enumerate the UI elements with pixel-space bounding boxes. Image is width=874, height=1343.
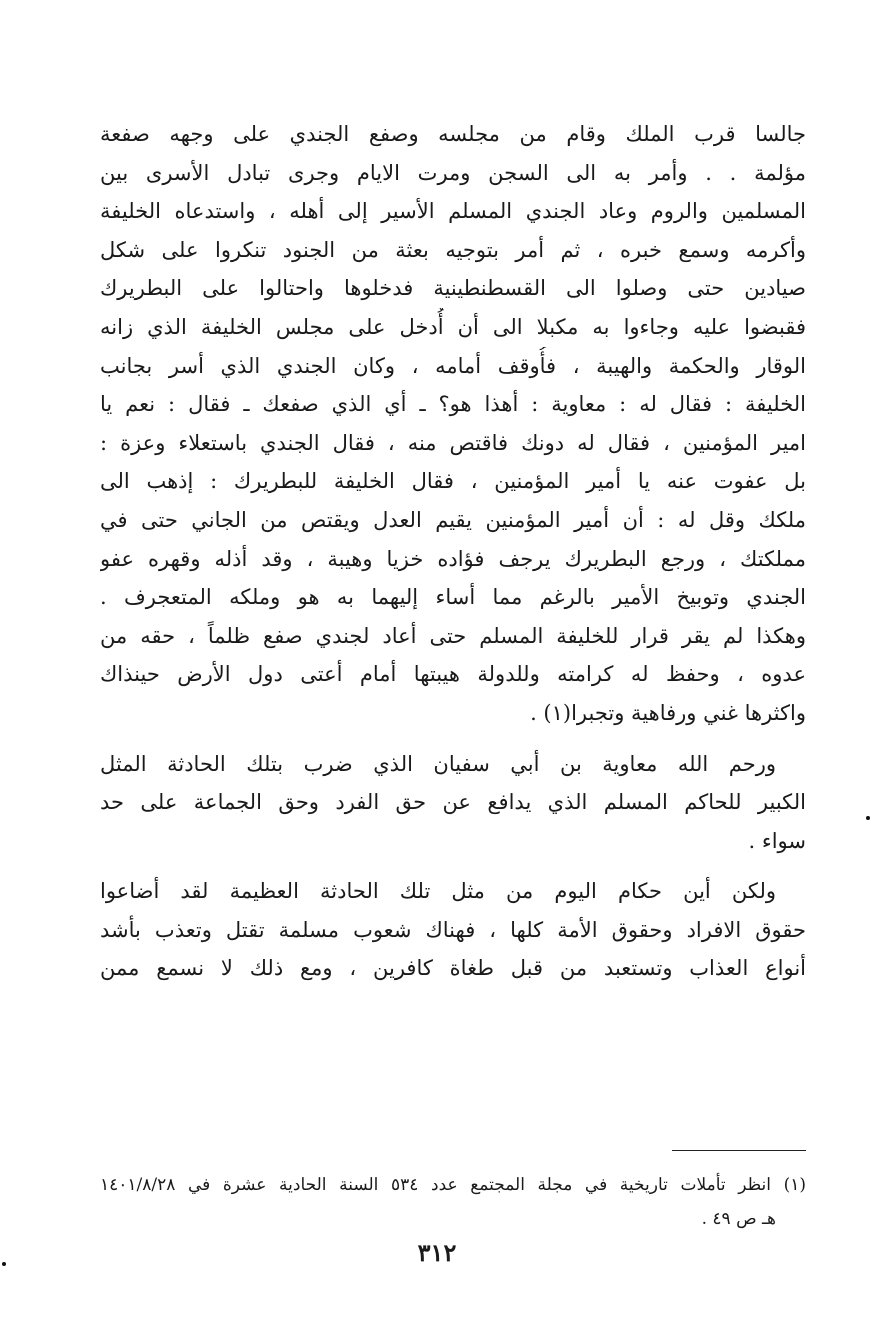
text-line: وهكذا لم يقر قرار للخليفة المسلم حتى أعاد لجندي صفع ظلماً ، حقه من [100, 623, 806, 648]
footnote-line: هـ ص ٤٩ . [701, 1209, 776, 1229]
text-line: بل عفوت عنه يا أمير المؤمنين ، فقال الخليفة للبطريرك : إذهب الى [100, 469, 806, 494]
text-line: الوقار والحكمة والهيبة ، فأُوقف أمامه ، وكان الجندي الذي أسر بجانب [100, 353, 806, 378]
footnote [100, 1168, 806, 1236]
footnote-line: (١) انظر تأملات تاريخية في مجلة المجتمع عدد ٥٣٤ السنة الحادية عشرة في ١٤٠١/٨/٢٨ [100, 1175, 806, 1195]
text-line: ورحم الله معاوية بن أبي سفيان الذي ضرب بتلك الحادثة المثل [100, 751, 776, 776]
text-line: وأكرمه وسمع خبره ، ثم أمر بتوجيه بعثة من الجنود تنكروا على شكل [100, 237, 806, 262]
text-line: واكثرها غني ورفاهية وتجبرا(١) . [530, 700, 806, 725]
footnote-divider [672, 1150, 806, 1151]
paragraph-1 [100, 115, 806, 733]
paragraph-2 [100, 745, 806, 861]
body-text [100, 115, 806, 988]
text-line: فقبضوا عليه وجاءوا به مكبلا الى أن أُدخل على مجلس الخليفة الذي زانه [100, 314, 806, 339]
scan-speck [2, 1262, 6, 1266]
text-line: الكبير للحاكم المسلم الذي يدافع عن حق الفرد وحق الجماعة على حد [100, 790, 806, 815]
text-line: المسلمين والروم وعاد الجندي المسلم الأسير إلى أهله ، واستدعاه الخليفة [100, 199, 806, 224]
paragraph-3 [100, 872, 806, 988]
page-number: ٣١٢ [417, 1238, 457, 1267]
text-line: ولكن أين حكام اليوم من مثل تلك الحادثة العظيمة لقد أضاعوا [100, 879, 776, 904]
text-line: عدوه ، وحفظ له كرامته وللدولة هيبتها أمام أعتى دول الأرض حينذاك [100, 662, 806, 687]
text-line: مؤلمة . . وأمر به الى السجن ومرت الايام وجرى تبادل الأسرى بين [100, 160, 806, 185]
text-line: أنواع العذاب وتستعبد من قبل طغاة كافرين ، ومع ذلك لا نسمع ممن [100, 956, 806, 981]
text-line: مملكتك ، ورجع البطريرك يرجف فؤاده خزيا وهيبة ، وقد أذله وقهره عفو [100, 546, 806, 571]
text-line: سواء . [748, 828, 806, 853]
text-line: صيادين حتى وصلوا الى القسطنطينية فدخلوها واحتالوا على البطريرك [100, 276, 806, 301]
text-line: الجندي وتوبيخ الأمير بالرغم مما أساء إليهما به هو وملكه المتعجرف . [100, 585, 806, 610]
text-line: جالسا قرب الملك وقام من مجلسه وصفع الجندي على وجهه صفعة [100, 122, 806, 146]
text-line: ملكك وقل له : أن أمير المؤمنين يقيم العدل ويقتص من الجاني حتى في [100, 507, 806, 532]
scan-speck [866, 816, 870, 820]
text-line: حقوق الافراد وحقوق الأمة كلها ، فهناك شعوب مسلمة تقتل وتعذب بأشد [100, 917, 806, 942]
text-line: امير المؤمنين ، فقال له دونك فاقتص منه ، فقال الجندي باستعلاء وعزة : [100, 430, 806, 455]
text-line: الخليفة : فقال له : معاوية : أهذا هو؟ ـ أي الذي صفعك ـ فقال : نعم يا [100, 392, 806, 417]
